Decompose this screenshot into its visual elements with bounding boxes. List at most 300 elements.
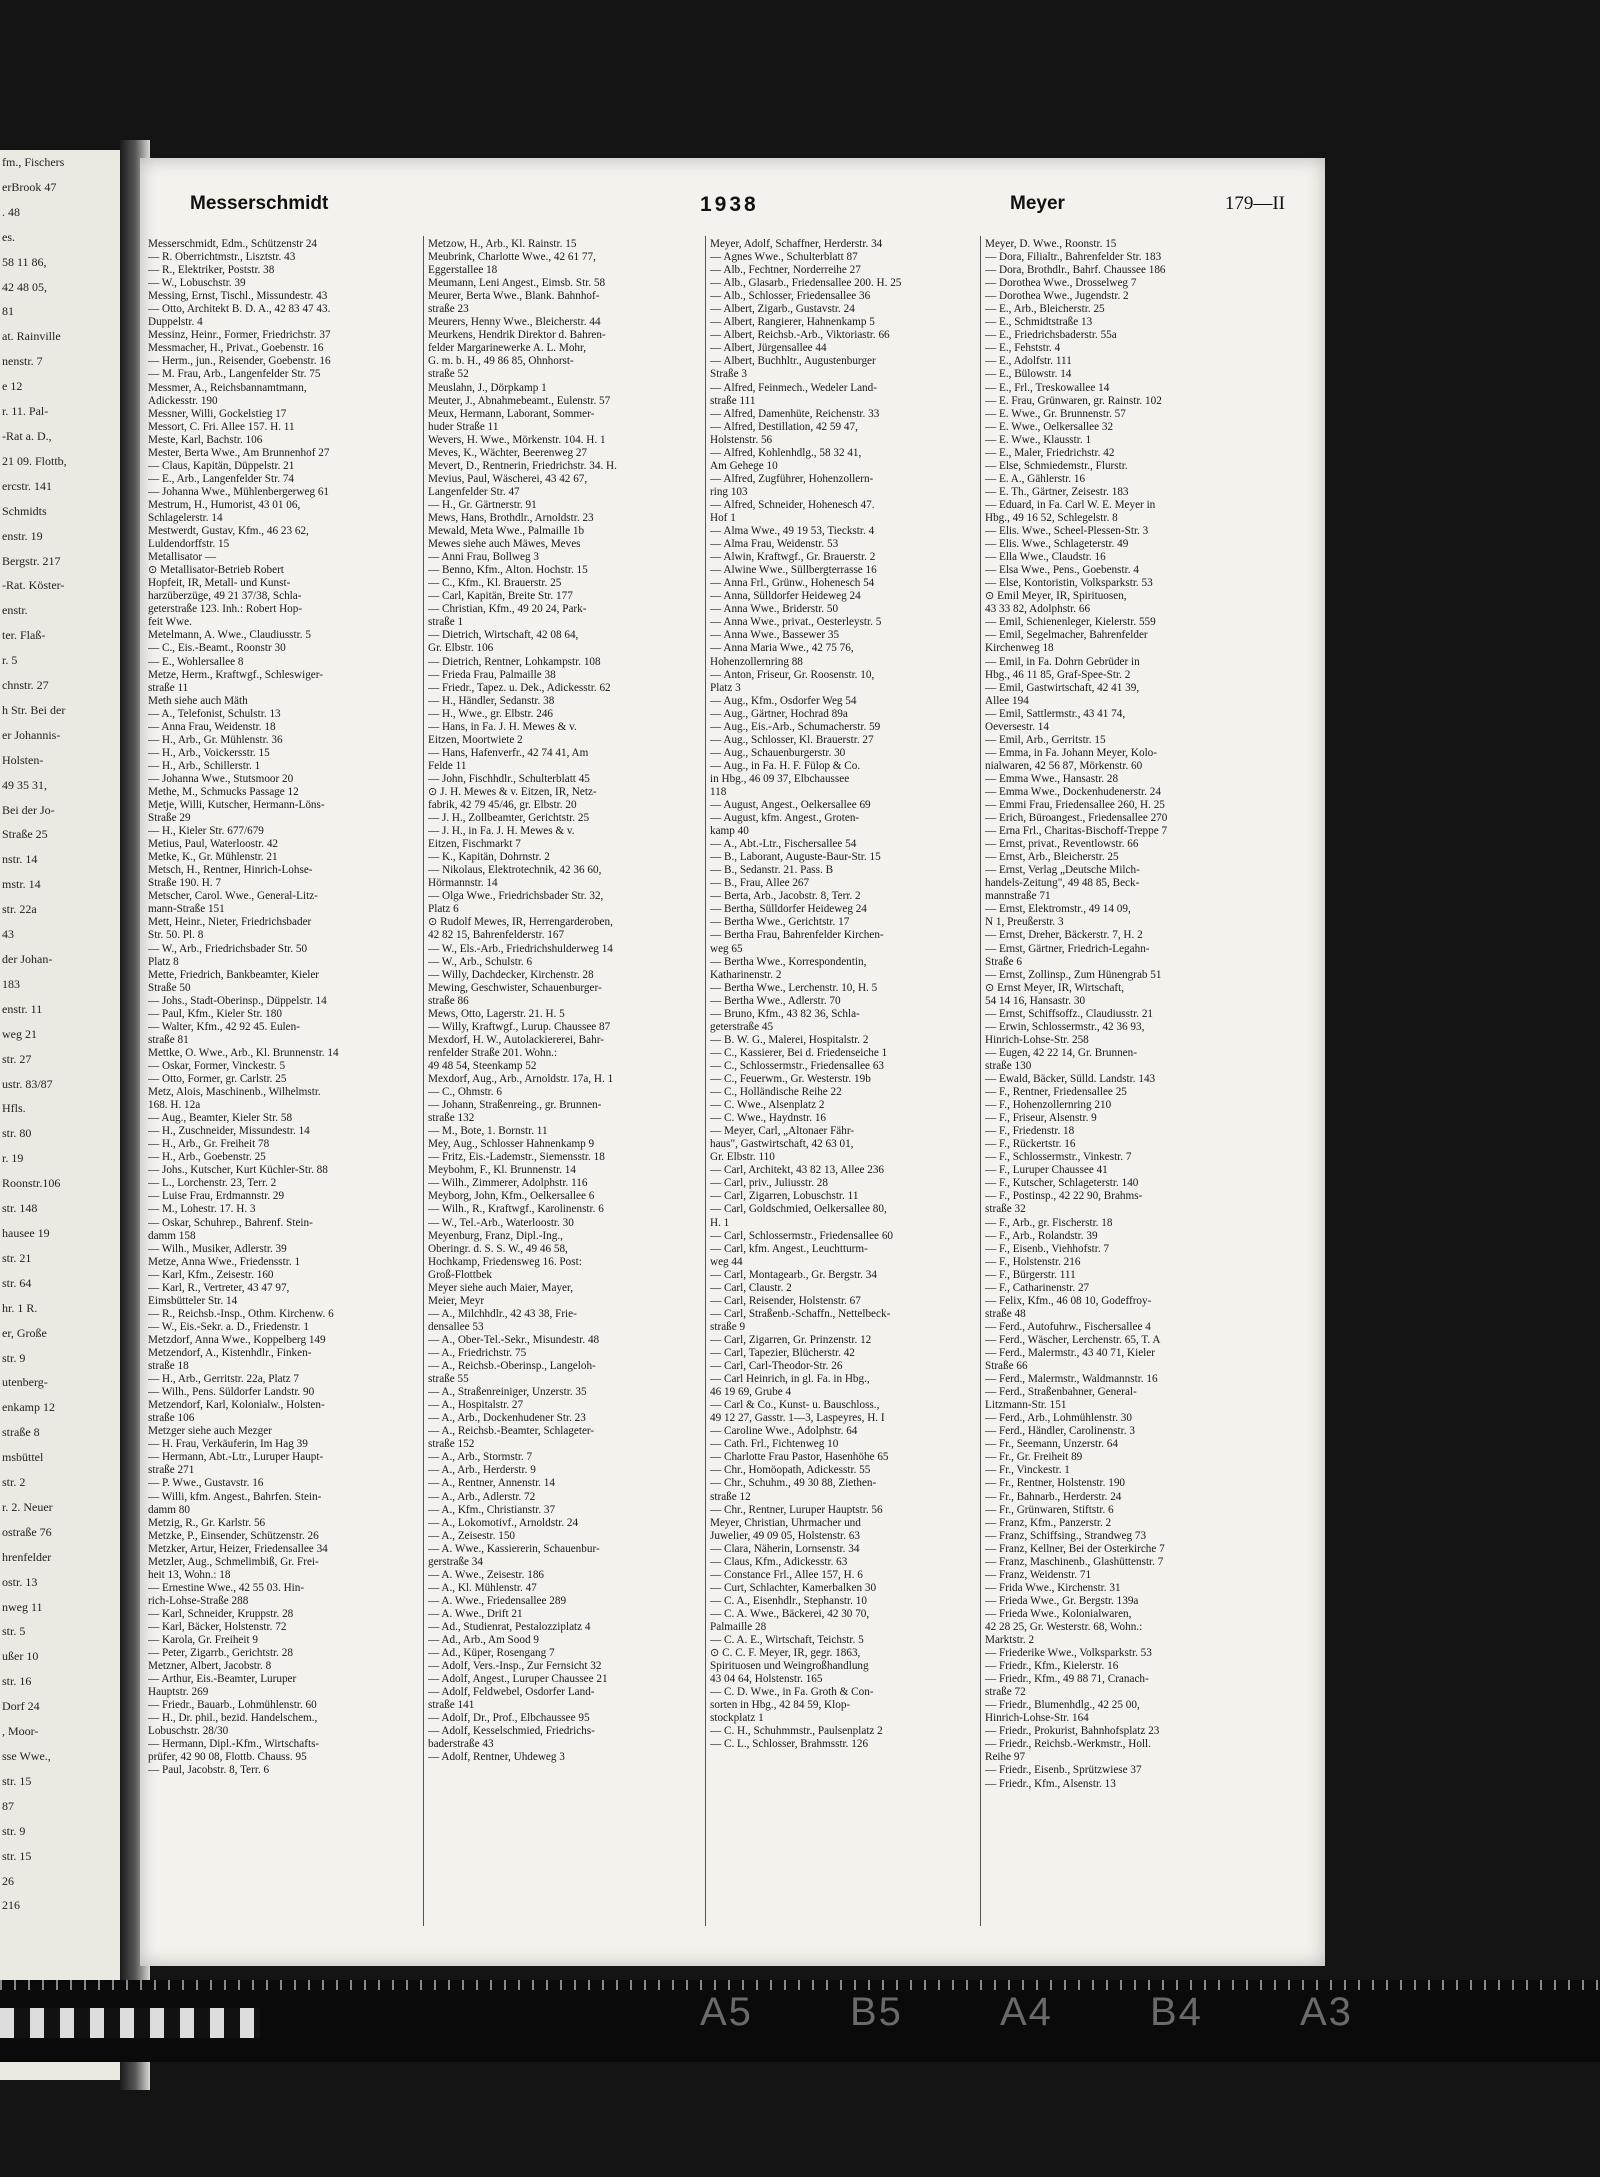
directory-entry-line: — Alfred, Feinmech., Wedeler Land- [710,381,877,394]
directory-entry-line: — E. Wwe., Klausstr. 1 [985,433,1092,446]
directory-entry-line: Hbg., 49 16 52, Schlegelstr. 8 [985,511,1118,524]
left-page-fragment [0,150,126,2080]
directory-entry-line: Meurer, Berta Wwe., Blank. Bahnhof- [428,290,600,303]
directory-entry-line: sorten in Hbg., 42 84 59, Klop- [710,1699,851,1712]
directory-entry-line: straße 55 [428,1373,469,1386]
directory-entry-line: — Walter, Kfm., 42 92 45. Eulen- [148,1020,300,1033]
directory-entry-line: — Adolf, Vers.-Insp., Zur Fernsicht 32 [428,1660,602,1673]
directory-entry-line: — Anni Frau, Bollweg 3 [428,551,539,564]
left-page-text-fragment: nweg 11 [2,1599,43,1614]
directory-entry-line: heit 13, Wohn.: 18 [148,1568,231,1581]
left-page-text-fragment: Dorf 24 [2,1699,40,1714]
left-page-text-fragment: straße 8 [2,1425,40,1440]
directory-entry-line: — W., Lobuschstr. 39 [148,277,246,290]
directory-entry-line: harzüberzüge, 49 21 37/38, Schla- [148,590,302,603]
directory-entry-line: — Peter, Zigarrb., Gerichtstr. 28 [148,1647,293,1660]
directory-entry-line: — Emil, Schienenleger, Kielerstr. 559 [985,616,1156,629]
directory-entry-line: — A., Kl. Mühlenstr. 47 [428,1581,537,1594]
directory-entry-line: — C. A. Wwe., Bäckerei, 42 30 70, [710,1607,870,1620]
left-page-text-fragment: Bei der Jo- [2,802,55,817]
directory-entry-line: — E., Arb., Bleicherstr. 25 [985,303,1105,316]
directory-entry-line: huder Straße 11 [428,420,499,433]
header-year: 1938 [700,193,759,216]
directory-entry-line: 43 04 64, Holstenstr. 165 [710,1673,823,1686]
directory-entry-line: Mettke, O. Wwe., Arb., Kl. Brunnenstr. 14 [148,1046,339,1059]
directory-entry-line: — Carl, Architekt, 43 82 13, Allee 236 [710,1164,885,1177]
directory-entry-line: — Hans, Hafenverfr., 42 74 41, Am [428,746,589,759]
directory-entry-line: Mews, Otto, Lagerstr. 21. H. 5 [428,1007,565,1020]
directory-entry-line: — A. Wwe., Kassiererin, Schauenbur- [428,1542,600,1555]
directory-entry-line: — A., Reichsb.-Oberinsp., Langeloh- [428,1360,596,1373]
directory-entry-line: — Wilh., R., Kraftwgf., Karolinenstr. 6 [428,1203,604,1216]
directory-entry-line: ⊙ J. H. Mewes & v. Eitzen, IR, Netz- [428,785,597,798]
directory-entry-line: — E., Maler, Friedrichstr. 42 [985,446,1115,459]
directory-entry-line: — A., Hospitalstr. 27 [428,1399,524,1412]
directory-entry-line: 42 82 15, Bahrenfelderstr. 167 [428,929,565,942]
directory-entry-line: — H., Arb., Gr. Freiheit 78 [148,1138,270,1151]
directory-entry-line: — H., Wwe., gr. Elbstr. 246 [428,707,554,720]
directory-entry-line: Holstenstr. 56 [710,433,773,446]
directory-entry-line: ⊙ Emil Meyer, IR, Spirituosen, [985,590,1127,603]
left-page-text-fragment: 49 35 31, [2,777,47,792]
directory-entry-line: Platz 6 [428,903,459,916]
directory-entry-line: — Ferd., Autofuhrw., Fischersallee 4 [985,1320,1151,1333]
ruler-labels [700,1990,1450,2035]
directory-entry-line: — F., Arb., Rolandstr. 39 [985,1229,1098,1242]
directory-entry-line: — Felix, Kfm., 46 08 10, Godeffroy- [985,1294,1152,1307]
left-page-text-fragment: Straße 25 [2,827,48,842]
left-page-text-fragment: enstr. 11 [2,1001,43,1016]
directory-entry-line: densallee 53 [428,1320,484,1333]
directory-entry-line: — Meyer, Carl, „Altonaer Fähr- [710,1125,855,1138]
directory-entry-line: — Curt, Schlachter, Kamerbalken 30 [710,1581,877,1594]
directory-entry-line: Messmer, A., Reichsbannamtmann, [148,381,307,394]
directory-entry-line: — Bruno, Kfm., 43 82 36, Schla- [710,1007,860,1020]
left-page-text-fragment: enkamp 12 [2,1400,55,1415]
directory-entry-line: — Else, Kontoristin, Volksparkstr. 53 [985,577,1153,590]
directory-entry-line: — August, Angest., Oelkersallee 69 [710,799,871,812]
directory-entry-line: — R., Elektriker, Poststr. 38 [148,264,275,277]
directory-entry-line: — Alma Frau, Weidenstr. 53 [710,538,839,551]
directory-entry-line: — Fr., Seemann, Unzerstr. 64 [985,1438,1118,1451]
directory-entry-line: — Emma, in Fa. Johann Meyer, Kolo- [985,746,1157,759]
directory-entry-line: Hochkamp, Friedensweg 16. Post: [428,1255,582,1268]
directory-entry-line: Allee 194 [985,694,1029,707]
left-page-text-fragment: str. 2 [2,1475,26,1490]
directory-entry-line: — Johanna Wwe., Mühlenbergerweg 61 [148,485,330,498]
directory-entry-line: straße 81 [148,1033,189,1046]
directory-entry-line: — Johann, Straßenreing., gr. Brunnen- [428,1099,602,1112]
directory-entry-line: — E., Frl., Treskowallee 14 [985,381,1110,394]
directory-entry-line: — Carl, priv., Juliusstr. 28 [710,1177,828,1190]
directory-entry-line: Meyborg, John, Kfm., Oelkersallee 6 [428,1190,595,1203]
directory-entry-line: Straße 190. H. 7 [148,877,222,890]
directory-entry-line: — Anna Wwe., Bassewer 35 [710,629,840,642]
directory-entry-line: — Adolf, Angest., Luruper Chaussee 21 [428,1673,608,1686]
directory-entry-line: Oberingr. d. S. S. W., 49 46 58, [428,1242,568,1255]
directory-entry-line: — A., Arb., Stormstr. 7 [428,1451,533,1464]
directory-entry-line: — Olga Wwe., Friedrichsbader Str. 32, [428,890,604,903]
directory-entry-line: damm 80 [148,1503,190,1516]
directory-entry-line: Meumann, Leni Angest., Eimsb. Str. 58 [428,277,606,290]
directory-entry-line: — Anna, Sülldorfer Heideweg 24 [710,590,861,603]
directory-entry-line: — Alfred, Schneider, Hohenesch 47. [710,498,875,511]
column-divider [980,236,981,1926]
directory-entry-line: — Emma Wwe., Hansastr. 28 [985,772,1119,785]
directory-entry-line: — Adolf, Feldwebel, Osdorfer Land- [428,1686,595,1699]
directory-entry-line: — C., Feuerwm., Gr. Westerstr. 19b [710,1073,871,1085]
directory-entry-line: — Fr., Vinckestr. 1 [985,1464,1070,1477]
directory-entry-line: Kirchenweg 18 [985,642,1054,655]
directory-entry-line: — Fr., Grünwaren, Stiftstr. 6 [985,1503,1114,1516]
directory-entry-line: — Anna Maria Wwe., 42 75 76, [710,642,854,655]
directory-entry-line: — C., Kfm., Kl. Brauerstr. 25 [428,577,562,590]
directory-entry-line: ⊙ Metallisator-Betrieb Robert [148,564,284,577]
ruler-label: A3 [1300,1990,1353,2034]
directory-entry-line: — Caroline Wwe., Adolphstr. 64 [710,1425,858,1438]
directory-entry-line: — W., Eis.-Sekr. a. D., Friedenstr. 1 [148,1320,309,1333]
directory-entry-line: — Adolf, Kesselschmied, Friedrichs- [428,1725,595,1738]
directory-entry-line: — Willi, kfm. Angest., Bahrfen. Stein- [148,1490,322,1503]
directory-entry-line: — H., Zuschneider, Missundestr. 14 [148,1125,310,1138]
directory-entry-line: mann-Straße 151 [148,903,225,916]
directory-entry-line: Palmaille 28 [710,1620,767,1633]
directory-entry-line: — F., Rentner, Friedensallee 25 [985,1086,1127,1099]
directory-entry-line: — A. Wwe., Friedensallee 289 [428,1594,567,1607]
directory-entry-line: Mette, Friedrich, Bankbeamter, Kieler [148,968,320,981]
directory-entry-line: — Carl, Schlossermstr., Friedensallee 60 [710,1229,894,1242]
directory-entry-line: Platz 8 [148,955,179,968]
directory-entry-line: — Aug., Eis.-Arb., Schumacherstr. 59 [710,720,881,733]
directory-entry-line: straße 12 [710,1490,751,1503]
left-page-text-fragment: r. 19 [2,1151,24,1166]
directory-entry-line: — Otto, Former, gr. Carlstr. 25 [148,1073,287,1085]
left-page-text-fragment: ter. Flaß- [2,628,46,643]
directory-entry-line: — Cath. Frl., Fichtenweg 10 [710,1438,839,1451]
directory-entry-line: Straße 6 [985,955,1022,968]
directory-entry-line: — Ad., Studienrat, Pestalozziplatz 4 [428,1620,591,1633]
directory-entry-line: — Elis. Wwe., Scheel-Plessen-Str. 3 [985,525,1149,538]
directory-entry-line: Metzke, P., Einsender, Schützenstr. 26 [148,1529,319,1542]
directory-entry-line: — Johs., Stadt-Oberinsp., Düppelstr. 14 [148,994,327,1007]
directory-entry-line: 49 12 27, Gasstr. 1—3, Laspeyres, H. I [710,1412,885,1425]
directory-entry-line: Adickesstr. 190 [148,394,218,407]
left-page-text-fragment: hausee 19 [2,1225,50,1240]
directory-entry-line: straße 271 [148,1464,195,1477]
directory-entry-line: — E. Wwe., Gr. Brunnenstr. 57 [985,407,1126,420]
directory-entry-line: — Anna Wwe., privat., Oesterleystr. 5 [710,616,882,629]
directory-entry-line: Messner, Willi, Gockelstieg 17 [148,407,287,420]
directory-entry-line: — Clara, Näherin, Lornsenstr. 34 [710,1542,860,1555]
directory-entry-line: G. m. b. H., 49 86 85, Ohnhorst- [428,355,574,368]
directory-entry-line: Meubrink, Charlotte Wwe., 42 61 77, [428,251,596,264]
directory-entry-line: Meurers, Henny Wwe., Bleicherstr. 44 [428,316,601,329]
directory-entry-line: — R., Reichsb.-Insp., Othm. Kirchenw. 6 [148,1307,334,1320]
ruler-ticks [0,1980,1600,1990]
directory-entry-line: — Dietrich, Rentner, Lohkampstr. 108 [428,655,601,668]
directory-entry-line: straße 152 [428,1438,475,1451]
directory-entry-line: geterstraße 123. Inh.: Robert Hop- [148,603,303,616]
directory-entry-line: — F., Arb., gr. Fischerstr. 18 [985,1216,1113,1229]
directory-entry-line: — Friedr., Tapez. u. Dek., Adickesstr. 62 [428,681,611,694]
left-page-text-fragment: 58 11 86, [2,254,47,269]
directory-entry-line: — Carl, Reisender, Holstenstr. 67 [710,1294,861,1307]
column-divider [705,236,706,1926]
directory-entry-line: — E., Bülowstr. 14 [985,368,1072,381]
directory-entry-line: — F., Hohenzollernring 210 [985,1099,1112,1112]
ruler-label: A5 [700,1990,753,2034]
directory-entry-line: Straße 50 [148,981,191,994]
directory-entry-line: — Carl, Tapezier, Blücherstr. 42 [710,1346,855,1359]
left-page-text-fragment: str. 9 [2,1350,26,1365]
left-page-text-fragment: utenberg- [2,1375,48,1390]
directory-entry-line: Hof 1 [710,511,736,524]
directory-entry-line: ring 103 [710,485,748,498]
directory-entry-line: — Emmi Frau, Friedensallee 260, H. 25 [985,799,1165,812]
scan-ruler [0,1980,1600,2062]
directory-entry-line: — Franz, Kfm., Panzerstr. 2 [985,1516,1112,1529]
directory-entry-line: — Eugen, 42 22 14, Gr. Brunnen- [985,1046,1137,1059]
directory-entry-line: — A., Friedrichstr. 75 [428,1346,527,1359]
directory-entry-line: — Karola, Gr. Freiheit 9 [148,1634,258,1647]
directory-entry-line: straße 1 [428,616,464,629]
directory-entry-line: — Friedr., Kfm., 49 88 71, Cranach- [985,1673,1149,1686]
directory-entry-line: feit Wwe. [148,616,192,629]
left-page-text-fragment: ercstr. 141 [2,478,52,493]
column-divider [423,236,424,1926]
directory-entry-line: — F., Catharinenstr. 27 [985,1281,1090,1294]
left-page-text-fragment: enstr. 19 [2,528,43,543]
directory-entry-line: — Fritz, Eis.-Lademstr., Siemensstr. 18 [428,1151,605,1164]
color-target-blocks [0,2008,260,2038]
directory-entry-line: — Alb., Glasarb., Friedensallee 200. H. 25 [710,277,902,290]
left-page-text-fragment: str. 9 [2,1823,26,1838]
directory-entry-line: — Emil, in Fa. Dohrn Gebrüder in [985,655,1140,668]
directory-entry-line: 49 48 54, Steenkamp 52 [428,1059,537,1072]
directory-entry-line: — Ernst, Schiffsoffz., Claudiusstr. 21 [985,1007,1154,1020]
directory-entry-line: — W., Arb., Schulstr. 6 [428,955,533,968]
directory-entry-line: Hbg., 46 11 85, Graf-Spee-Str. 2 [985,668,1131,681]
left-page-text-fragment: es. [2,229,15,244]
directory-entry-line: Metius, Paul, Waterloostr. 42 [148,838,279,851]
directory-entry-line: — A., Straßenreiniger, Unzerstr. 35 [428,1386,587,1399]
directory-entry-line: — Ernst, Gärtner, Friedrich-Legahn- [985,942,1150,955]
directory-entry-line: weg 44 [710,1255,743,1268]
directory-entry-line: — Frida Wwe., Kirchenstr. 31 [985,1581,1121,1594]
directory-entry-line: prüfer, 42 90 08, Flottb. Chauss. 95 [148,1751,307,1764]
directory-entry-line: — A., Kfm., Christianstr. 37 [428,1503,556,1516]
directory-entry-line: — E. A., Gählerstr. 16 [985,472,1086,485]
ruler-label: B5 [850,1990,903,2034]
directory-entry-line: — Friedr., Kfm., Alsenstr. 13 [985,1777,1116,1790]
directory-entry-line: Meux, Hermann, Laborant, Sommer- [428,407,595,420]
directory-entry-line: Metke, K., Gr. Mühlenstr. 21 [148,851,278,864]
directory-entry-line: — Dorothea Wwe., Drosselweg 7 [985,277,1137,290]
directory-entry-line: — W., Arb., Friedrichsbader Str. 50 [148,942,308,955]
directory-entry-line: — Karl, Kfm., Zeisestr. 160 [148,1268,274,1281]
directory-entry-line: — Alfred, Destillation, 42 59 47, [710,420,858,433]
left-page-text-fragment: hrenfelder [2,1549,52,1564]
header-right-keyword: Meyer [1010,193,1065,214]
directory-entry-line: 54 14 16, Hansastr. 30 [985,994,1086,1007]
left-page-text-fragment: h Str. Bei der [2,702,66,717]
directory-entry-line: — Eduard, in Fa. Carl W. E. Meyer in [985,498,1156,511]
directory-entry-line: Hörmannstr. 14 [428,877,498,890]
directory-entry-line: — Frieda Wwe., Kolonialwaren, [985,1607,1132,1620]
left-page-text-fragment: 81 [2,304,14,319]
directory-entry-line: — F., Postinsp., 42 22 90, Brahms- [985,1190,1143,1203]
directory-entry-line: — Aug., Schlosser, Kl. Brauerstr. 27 [710,733,874,746]
directory-entry-line: — H., Dr. phil., bezid. Handelschem., [148,1712,318,1725]
directory-entry-line: handels-Zeitung", 49 48 85, Beck- [985,877,1140,890]
directory-entry-line: — J. H., Zollbeamter, Gerichtstr. 25 [428,812,590,825]
directory-entry-line: — Carl, kfm. Angest., Leuchtturm- [710,1242,868,1255]
directory-page [140,158,1325,1966]
directory-entry-line: — Ernst, privat., Reventlowstr. 66 [985,838,1139,851]
directory-entry-line: — Franz, Weidenstr. 71 [985,1568,1092,1581]
directory-entry-line: — Elsa Wwe., Pens., Goebenstr. 4 [985,564,1139,577]
directory-entry-line: — F., Rückertstr. 16 [985,1138,1076,1151]
directory-entry-line: — Karl, Bäcker, Holstenstr. 72 [148,1620,287,1633]
directory-entry-line: felder Margarinewerke A. L. Mohr, [428,342,587,355]
directory-entry-line: — C., Eis.-Beamt., Roonstr 30 [148,642,286,655]
directory-entry-line: straße 141 [428,1699,475,1712]
directory-entry-line: Metelmann, A. Wwe., Claudiusstr. 5 [148,629,311,642]
left-page-text-fragment: str. 27 [2,1051,32,1066]
directory-entry-line: N 1, Preußerstr. 3 [985,916,1064,929]
left-page-text-fragment: Schmidts [2,503,47,518]
directory-entry-line: Methe, M., Schmucks Passage 12 [148,785,299,798]
directory-entry-line: straße 132 [428,1112,475,1125]
directory-entry-line: — C. Wwe., Haydnstr. 16 [710,1112,827,1125]
directory-entry-line: straße 48 [985,1307,1026,1320]
left-page-text-fragment: -Rat a. D., [2,428,52,443]
left-page-text-fragment: 21 09. Flottb, [2,453,67,468]
left-page-text-fragment: e 12 [2,379,23,394]
directory-entry-line: — Franz, Maschinenb., Glashüttenstr. 7 [985,1555,1164,1568]
left-page-text-fragment: er, Große [2,1325,47,1340]
directory-entry-line: — Charlotte Frau Pastor, Hasenhöhe 65 [710,1451,889,1464]
directory-entry-line: — W., Tel.-Arb., Waterloostr. 30 [428,1216,574,1229]
directory-entry-line: — Hans, in Fa. J. H. Mewes & v. [428,720,577,733]
directory-entry-line: Spirituosen und Weingroßhandlung [710,1660,869,1673]
directory-entry-line: — Hermann, Abt.-Ltr., Luruper Haupt- [148,1451,324,1464]
directory-entry-line: — Friedr., Blumenhdlg., 42 25 00, [985,1699,1140,1712]
directory-entry-line: straße 72 [985,1686,1026,1699]
directory-entry-line: Mett, Heinr., Nieter, Friedrichsbader [148,916,312,929]
directory-entry-line: — F., Bürgerstr. 111 [985,1268,1076,1281]
left-page-text-fragment: 216 [2,1898,20,1913]
directory-entry-line: — E. Th., Gärtner, Zeisestr. 183 [985,485,1129,498]
directory-entry-line: — H., Arb., Goebenstr. 25 [148,1151,266,1164]
left-page-text-fragment: -Rat. Köster- [2,578,65,593]
directory-entry-line: straße 32 [985,1203,1026,1216]
header-left-keyword: Messerschmidt [190,193,329,214]
directory-entry-line: — H., Arb., Gr. Mühlenstr. 36 [148,733,283,746]
directory-entry-line: — Carl, Montagearb., Gr. Bergstr. 34 [710,1268,877,1281]
directory-entry-line: — Agnes Wwe., Schulterblatt 87 [710,251,858,264]
left-page-text-fragment: erBrook 47 [2,179,57,194]
directory-entry-line: — J. H., in Fa. J. H. Mewes & v. [428,825,575,838]
directory-entry-line: — Alfred, Kohlenhdlg., 58 32 41, [710,446,862,459]
directory-entry-line: — F., Friedenstr. 18 [985,1125,1075,1138]
directory-entry-line: — John, Fischhdlr., Schulterblatt 45 [428,772,590,785]
directory-entry-line: Langenfelder Str. 47 [428,485,520,498]
directory-entry-line: Metscher, Carol. Wwe., General-Litz- [148,890,318,903]
directory-entry-line: — E., Wohlersallee 8 [148,655,244,668]
directory-entry-line: — Carl & Co., Kunst- u. Bauschloss., [710,1399,880,1412]
directory-entry-line: Meste, Karl, Bachstr. 106 [148,433,263,446]
directory-entry-line: Messmacher, H., Privat., Goebenstr. 16 [148,342,324,355]
directory-entry-line: — C. D. Wwe., in Fa. Groth & Con- [710,1686,874,1699]
directory-entry-line: — Friedr., Eisenb., Sprützwiese 37 [985,1764,1142,1777]
directory-entry-line: — Frieda Wwe., Gr. Bergstr. 139a [985,1594,1139,1607]
directory-entry-line: — B., Sedanstr. 21. Pass. B [710,864,834,877]
directory-entry-line: — K., Kapitän, Dohrnstr. 2 [428,851,550,864]
directory-entry-line: Metzendorf, Karl, Kolonialw., Holsten- [148,1399,325,1412]
left-page-text-fragment: str. 21 [2,1250,32,1265]
directory-entry-line: — Herm., jun., Reisender, Goebenstr. 16 [148,355,331,368]
directory-entry-line: — Otto, Architekt B. D. A., 42 83 47 43. [148,303,331,316]
directory-entry-line: — Carl, Claustr. 2 [710,1281,792,1294]
directory-entry-line: — Elis. Wwe., Schlageterstr. 49 [985,538,1129,551]
directory-entry-line: — Ernst, Verlag „Deutsche Milch- [985,864,1140,877]
directory-entry-line: Eitzen, Moortwiete 2 [428,733,523,746]
directory-entry-line: Hinrich-Lohse-Str. 164 [985,1712,1089,1725]
directory-entry-line: Reihe 97 [985,1751,1026,1764]
directory-entry-line: in Hbg., 46 09 37, Elbchaussee [710,772,850,785]
directory-entry-line: — E., Fehststr. 4 [985,342,1061,355]
directory-entry-line: — H., Arb., Voickersstr. 15 [148,746,270,759]
directory-entry-line: Mewes siehe auch Mäwes, Meves [428,538,581,551]
left-page-text-fragment: str. 64 [2,1275,32,1290]
directory-entry-line: Metzig, R., Gr. Karlstr. 56 [148,1516,266,1529]
directory-entry-line: — C. A. E., Wirtschaft, Teichstr. 5 [710,1634,864,1647]
left-page-text-fragment: str. 22a [2,902,37,917]
directory-entry-line: — A., Zeisestr. 150 [428,1529,516,1542]
directory-entry-line: — A., Rentner, Annenstr. 14 [428,1477,555,1490]
directory-entry-line: — Bertha, Sülldorfer Heideweg 24 [710,903,867,916]
directory-entry-line: Messinz, Heinr., Former, Friedrichstr. 37 [148,329,331,342]
directory-entry-line: renfelder Straße 201. Wohn.: [428,1046,558,1059]
directory-entry-line: — Wilh., Zimmerer, Adolphstr. 116 [428,1177,588,1190]
directory-entry-line: Meyenburg, Franz, Dipl.-Ing., [428,1229,563,1242]
left-page-text-fragment: ostraße 76 [2,1524,52,1539]
directory-entry-line: Schlagelerstr. 14 [148,511,223,524]
directory-entry-line: Eimsbütteler Str. 14 [148,1294,238,1307]
directory-entry-line: Mestwerdt, Gustav, Kfm., 46 23 62, [148,525,309,538]
directory-entry-line: — Hermann, Dipl.-Kfm., Wirtschafts- [148,1738,320,1751]
directory-entry-line: Metzow, H., Arb., Kl. Rainstr. 15 [428,238,577,250]
directory-entry-line: — Carl, Goldschmied, Oelkersallee 80, [710,1203,887,1216]
directory-entry-line: — Ella Wwe., Claudstr. 16 [985,551,1106,564]
directory-entry-line: — B., Laborant, Auguste-Baur-Str. 15 [710,851,881,864]
directory-entry-line: fabrik, 42 79 45/46, gr. Elbstr. 20 [428,799,577,812]
directory-entry-line: Meves, K., Wächter, Beerenweg 27 [428,446,588,459]
left-page-text-fragment: msbüttel [2,1450,44,1465]
directory-entry-line: — Emil, Arb., Gerritstr. 15 [985,733,1106,746]
directory-entry-line: H. 1 [710,1216,730,1229]
directory-entry-line: Metzler, Aug., Schmelimbiß, Gr. Frei- [148,1555,319,1568]
left-page-text-fragment: ustr. 83/87 [2,1076,53,1091]
directory-entry-line: Meyer, Adolf, Schaffner, Herderstr. 34 [710,238,883,250]
left-page-text-fragment: hr. 1 R. [2,1300,38,1315]
left-page-text-fragment: sse Wwe., [2,1749,51,1763]
directory-entry-line: — Bertha Wwe., Lerchenstr. 10, H. 5 [710,981,878,994]
directory-entry-line: Meyer siehe auch Maier, Mayer, [428,1281,574,1294]
directory-entry-line: — Friedr., Bauarb., Lohmühlenstr. 60 [148,1699,317,1712]
directory-entry-line: 42 28 25, Gr. Westerstr. 68, Wohn.: [985,1620,1143,1633]
